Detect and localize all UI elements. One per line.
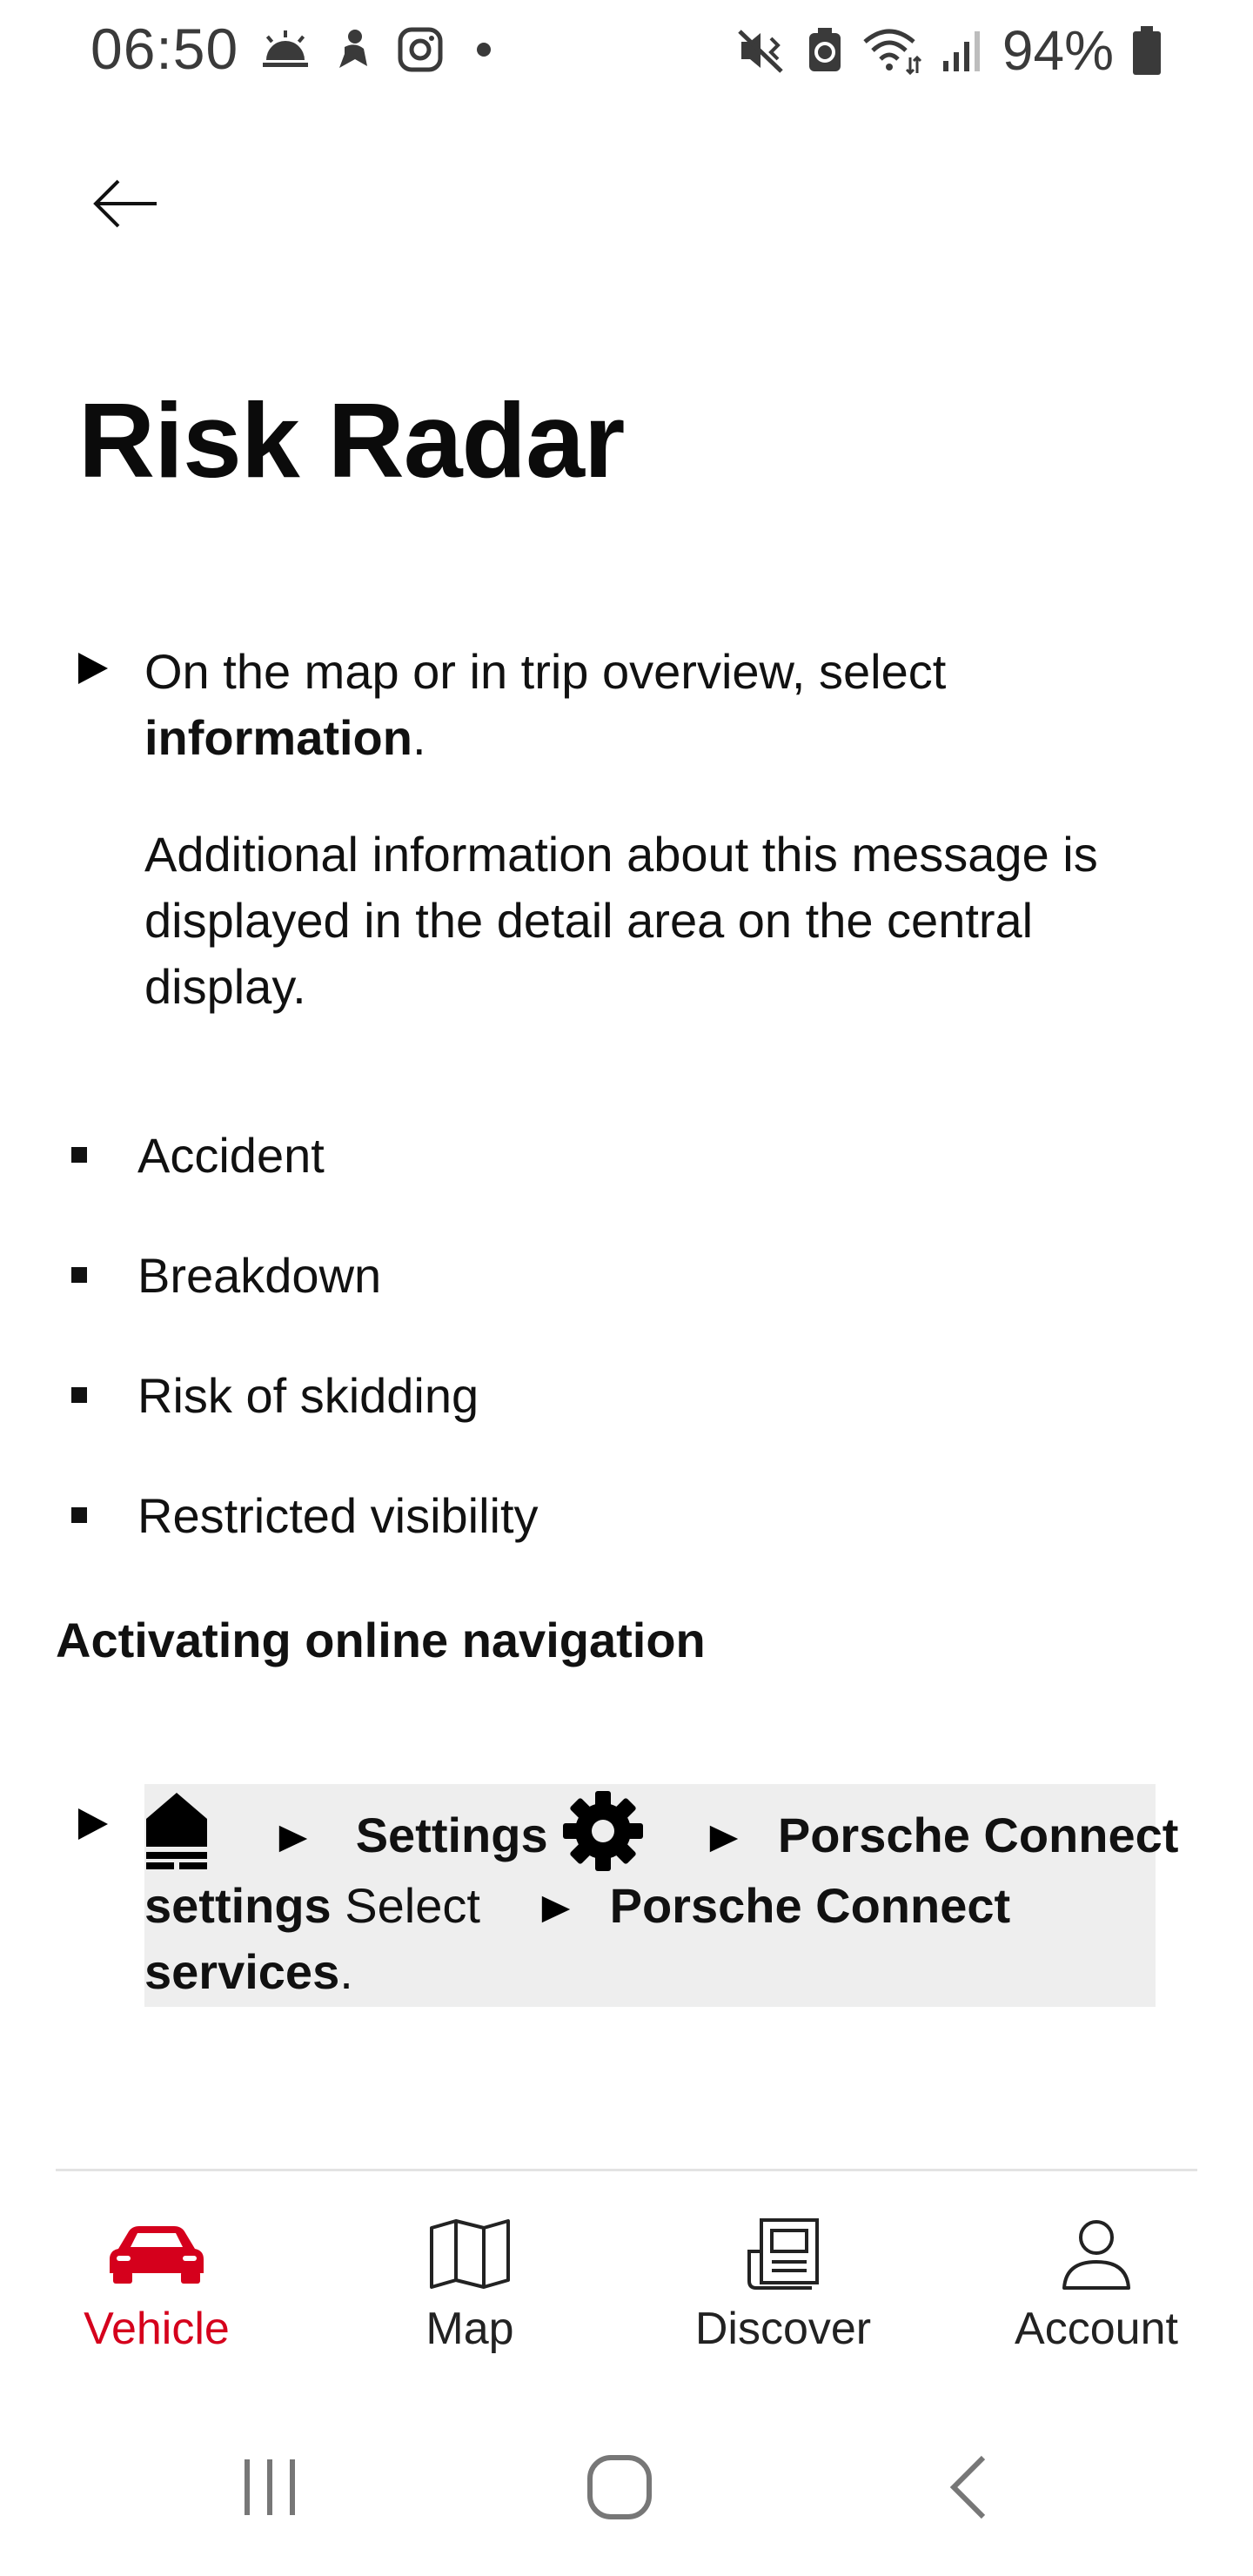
gear-icon xyxy=(561,1789,645,1873)
nav-tab-discover[interactable] xyxy=(626,2172,940,2398)
arrow-left-icon xyxy=(90,178,160,230)
step-arrow-icon xyxy=(276,1821,311,1857)
list-item xyxy=(70,1123,1114,1243)
step-arrow-icon xyxy=(75,649,111,688)
bullet-square-icon xyxy=(71,1507,87,1523)
chevron-left-icon xyxy=(943,2454,995,2520)
car-icon xyxy=(104,2210,209,2298)
dot-icon xyxy=(466,32,501,67)
list-item-label: Restricted visibility xyxy=(137,1488,539,1543)
home-icon xyxy=(144,1788,209,1871)
list-item xyxy=(70,1363,1114,1483)
list-item-label: Risk of skidding xyxy=(137,1368,479,1423)
step-arrow-icon xyxy=(75,1805,111,1843)
nav-label: Account xyxy=(1015,2304,1178,2354)
divider xyxy=(56,2169,1197,2171)
step-arrow-icon xyxy=(707,1821,741,1857)
step-text-main: On the map or in trip overview, select xyxy=(144,644,947,699)
step-arrow-icon xyxy=(539,1891,573,1928)
back-button[interactable] xyxy=(84,162,167,245)
bottom-nav xyxy=(0,2172,1253,2398)
system-nav-bar xyxy=(0,2398,1253,2576)
notification-app-icon xyxy=(332,28,374,71)
section-heading: Activating online navigation xyxy=(56,1613,706,1667)
nav-label: Vehicle xyxy=(84,2304,230,2354)
map-icon xyxy=(418,2210,522,2298)
home-button[interactable] xyxy=(567,2444,672,2531)
list-item-label: Accident xyxy=(137,1128,325,1183)
wifi-icon xyxy=(861,26,922,75)
page-title: Risk Radar xyxy=(78,381,625,500)
nav-label: Map xyxy=(425,2304,514,2354)
instagram-icon xyxy=(397,26,444,73)
nav-tab-map[interactable] xyxy=(313,2172,626,2398)
bullet-square-icon xyxy=(71,1147,87,1163)
status-icons-left xyxy=(261,19,501,80)
status-bar xyxy=(0,0,1253,96)
instruction-settings-word: settings xyxy=(144,1878,332,1933)
step-text-bold: information xyxy=(144,710,412,765)
instruction-line-3 xyxy=(144,1939,353,2005)
nav-label: Discover xyxy=(694,2304,872,2354)
list-item-label: Breakdown xyxy=(137,1248,382,1303)
list-item xyxy=(70,1483,1114,1603)
instruction-porsche-connect: Porsche Connect xyxy=(777,1808,1179,1862)
hazard-list xyxy=(70,1123,1114,1603)
user-icon xyxy=(1044,2210,1149,2298)
status-icons-right xyxy=(736,16,1163,85)
info-paragraph: Additional information about this message is displayed in the detail area on the central display. xyxy=(144,827,1098,1014)
mute-vibrate-icon xyxy=(736,26,788,75)
instruction-period: . xyxy=(339,1944,353,1999)
system-back-button[interactable] xyxy=(917,2444,1022,2531)
list-item xyxy=(70,1243,1114,1363)
data-saver-icon xyxy=(806,26,844,75)
step-text-period: . xyxy=(412,710,426,765)
home-circle-icon xyxy=(585,2452,654,2522)
instruction-porsche-connect-2: Porsche Connect xyxy=(609,1878,1011,1933)
news-icon xyxy=(731,2210,835,2298)
signal-icon xyxy=(940,26,985,75)
instruction-services: services xyxy=(144,1944,340,1999)
instruction-line-2 xyxy=(144,1873,1010,1939)
status-time: 06:50 xyxy=(90,17,239,81)
nav-tab-vehicle[interactable] xyxy=(0,2172,313,2398)
recent-apps-button[interactable] xyxy=(218,2444,322,2531)
sunrise-icon xyxy=(261,30,310,69)
step-text xyxy=(144,639,1171,771)
recent-apps-icon xyxy=(239,2456,300,2519)
battery-icon xyxy=(1131,24,1163,77)
instruction-select: Select xyxy=(331,1878,480,1933)
bullet-square-icon xyxy=(71,1267,87,1283)
nav-tab-account[interactable] xyxy=(940,2172,1253,2398)
battery-percent: 94% xyxy=(1002,19,1114,82)
instruction-settings: Settings xyxy=(355,1808,548,1862)
instruction-line-1 xyxy=(144,1788,1178,1873)
bullet-square-icon xyxy=(71,1387,87,1403)
